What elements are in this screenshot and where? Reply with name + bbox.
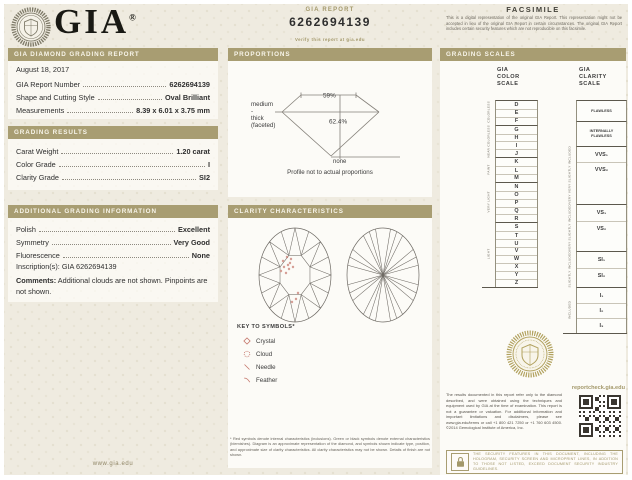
facsimile-title: FACSIMILE [506,5,560,14]
grade-cell: FLAWLESS [591,108,612,113]
scale-group-label: LIGHT [486,249,491,260]
gia-website-link[interactable]: www.gia.edu [92,461,134,467]
security-statement-text: THE SECURITY FEATURES IN THIS DOCUMENT, INCLUDING THE HOLOGRAM, SECURITY SCREEN AND MICROPRINT LINES, IN ADDITION TO THOSE NOT LISTED, EXCEED DOCUMENT SECURITY INDUSTRY GUIDELINES. [473,452,618,471]
clarity-plot-diagrams [228,218,432,333]
key-item-feather: Feather [243,375,277,385]
grade-cell: VS₂ [577,221,626,237]
scale-group [563,251,627,287]
section-header-grading-results: GRADING RESULTS [8,126,218,139]
scale-group-label: VERY SLIGHTLY INCLUDED [567,203,572,251]
grade-cell: I₃ [577,318,626,333]
scale-group [563,121,627,146]
grade-cell: N [514,183,519,190]
scale-group [563,146,627,204]
key-item-crystal: Crystal [243,336,275,346]
section-header-grading-report: GIA DIAMOND GRADING REPORT [8,48,218,61]
grade-cell: P [496,199,537,207]
dotted-leader [98,99,162,100]
dotted-leader [63,257,189,258]
profile-caption: Profile not to actual proportions [287,169,373,176]
section-header-clarity-characteristics: CLARITY CHARACTERISTICS [228,205,432,218]
additional-row: Symmetry Very Good [16,238,210,247]
scale-group-label [563,121,576,146]
crystal-symbol-icon [243,337,251,345]
section-header-grading-scales: GRADING SCALES [440,48,626,61]
scale-group-label: NEAR COLORLESS [486,124,491,158]
gia-wordmark: GIA® [54,2,136,41]
grade-cell: F [496,117,537,125]
legal-disclaimer: The results documented in this report refer only to the diamond described, and were obtained using the techniques and equipment used by GIA at the time of examination. This report is not a guarantee or valuation. For additional information and important limitations and disclaimers, please see www.gia.edu/terms or call +1 800 421 7250 or +1 760 603 4500. ©2014 Gemological Institute of America, Inc. [446,392,562,430]
gia-seal-logo-icon [10,6,52,48]
grade-cell: D [514,101,519,108]
additional-info-rows [16,221,210,297]
verify-report-link[interactable]: Verify this report at gia.edu [295,37,365,42]
table-percent-label: 59% [323,92,336,100]
report-row: GIA Report Number 6262694139 [16,80,210,89]
grade-cell: VS₁ [596,209,607,216]
comments-line: Comments: Additional clouds are not shown. Pinpoints are not shown. [16,276,208,296]
gia-color-scale-table [482,100,538,288]
registered-mark: ® [129,12,136,23]
clarity-scale-title: GIA CLARITY SCALE [579,67,607,88]
scale-group [482,222,538,286]
grade-cell: L [496,166,537,174]
key-item-cloud: Cloud [243,349,272,359]
scale-group [482,182,538,222]
needle-symbol-icon [243,363,251,371]
grade-cell: G [514,126,519,133]
gia-gold-seal-icon [506,330,554,378]
qr-code [579,395,621,437]
key-item-needle: Needle [243,362,276,372]
scale-group-label: VERY LIGHT [486,191,491,213]
scale-group-label: FAINT [486,164,491,175]
dotted-leader [61,153,173,154]
additional-row: Fluorescence None [16,251,210,260]
result-row: Clarity Grade SI2 [16,173,210,182]
color-scale-title: GIA COLOR SCALE [497,67,520,88]
cloud-symbol-icon [243,350,251,358]
grade-cell: R [496,214,537,222]
inscription-line: Inscription(s): GIA 6262694139 [16,262,117,271]
grade-cell: I₁ [599,292,604,299]
scale-group [563,204,627,251]
diamond-profile-diagram [228,61,432,197]
grade-cell: H [496,134,537,142]
grade-cell: I [496,141,537,149]
gia-report-label: GIA REPORT [305,7,355,13]
grade-cell: SI₂ [577,268,626,284]
dotted-leader [59,166,205,167]
lock-icon [451,453,469,471]
grade-cell: SI₁ [597,256,606,263]
scale-group-label [563,100,576,121]
additional-row: Polish Excellent [16,225,210,234]
scale-group-label: VERY VERY SLIGHTLY INCLUDED [567,146,572,204]
grade-cell: W [496,255,537,263]
reportcheck-link[interactable]: reportcheck.gia.edu [571,385,625,391]
grade-cell: VVS₂ [577,162,626,177]
girdle-label: medium - thick (faceted) [251,101,276,129]
grade-cell: S [514,224,519,231]
grading-results-rows [16,143,210,182]
culet-label: none [333,159,347,165]
scale-group [482,100,538,125]
result-row: Carat Weight 1.20 carat [16,147,210,156]
report-number: 6262694139 [289,15,371,29]
grade-cell: M [496,174,537,182]
scale-group-label: COLORLESS [486,101,491,124]
feather-symbol-icon [243,376,251,384]
facsimile-body: This is a digital representation of the original GIA Report. This representation might not be accepted in lieu of the original GIA Report in certain circumstances. The original GIA Report includes certain security features which are not reproducible on this facsimile. [446,15,622,32]
grade-cell: J [496,149,537,157]
grade-cell: Y [496,271,537,279]
grade-cell: VVS₁ [594,151,609,158]
report-row: Shape and Cutting Style Oval Brilliant [16,93,210,102]
grade-cell: K [514,159,519,166]
grade-cell: Z [496,279,537,287]
grade-cell: I₂ [577,303,626,318]
report-date: August 18, 2017 [16,65,70,74]
result-row: Color Grade I [16,160,210,169]
grade-cell: Q [496,207,537,215]
grade-cell: O [496,191,537,199]
security-statement-bar [446,450,623,474]
dotted-leader [62,179,196,180]
dotted-leader [39,231,175,232]
grade-cell: INTERNALLY FLAWLESS [589,129,614,138]
grade-cell: V [496,247,537,255]
section-header-additional-info: ADDITIONAL GRADING INFORMATION [8,205,218,218]
scale-group [563,287,627,333]
grade-cell: U [496,239,537,247]
scale-group-label: INCLUDED [567,301,572,320]
scale-group [482,157,538,182]
gia-clarity-scale-table [563,100,627,334]
scale-group-label: SLIGHTLY INCLUDED [567,250,572,288]
report-info-rows [16,63,210,115]
key-to-symbols-title: KEY TO SYMBOLS* [237,324,296,330]
grade-cell: E [496,109,537,117]
depth-percent-label: 62.4% [329,118,348,126]
grade-cell: X [496,263,537,271]
dotted-leader [83,86,166,87]
section-header-proportions: PROPORTIONS [228,48,432,61]
clarity-footnote: * Red symbols denote internal characteristics (inclusions). Green or black symbols denote external characteristics (blemishes). Diagram is an approximate representation of the diamond, and symbols shown indicate type, position, and approximate size of clarity characteristics. All clarity characteristics may not be shown. Details of finish are not shown. [230,436,430,457]
dotted-leader [52,244,171,245]
dotted-leader [67,112,133,113]
report-row: Measurements 8.39 x 6.01 x 3.75 mm [16,106,210,115]
grade-cell: T [496,231,537,239]
scale-group [563,100,627,121]
scale-group [482,125,538,158]
